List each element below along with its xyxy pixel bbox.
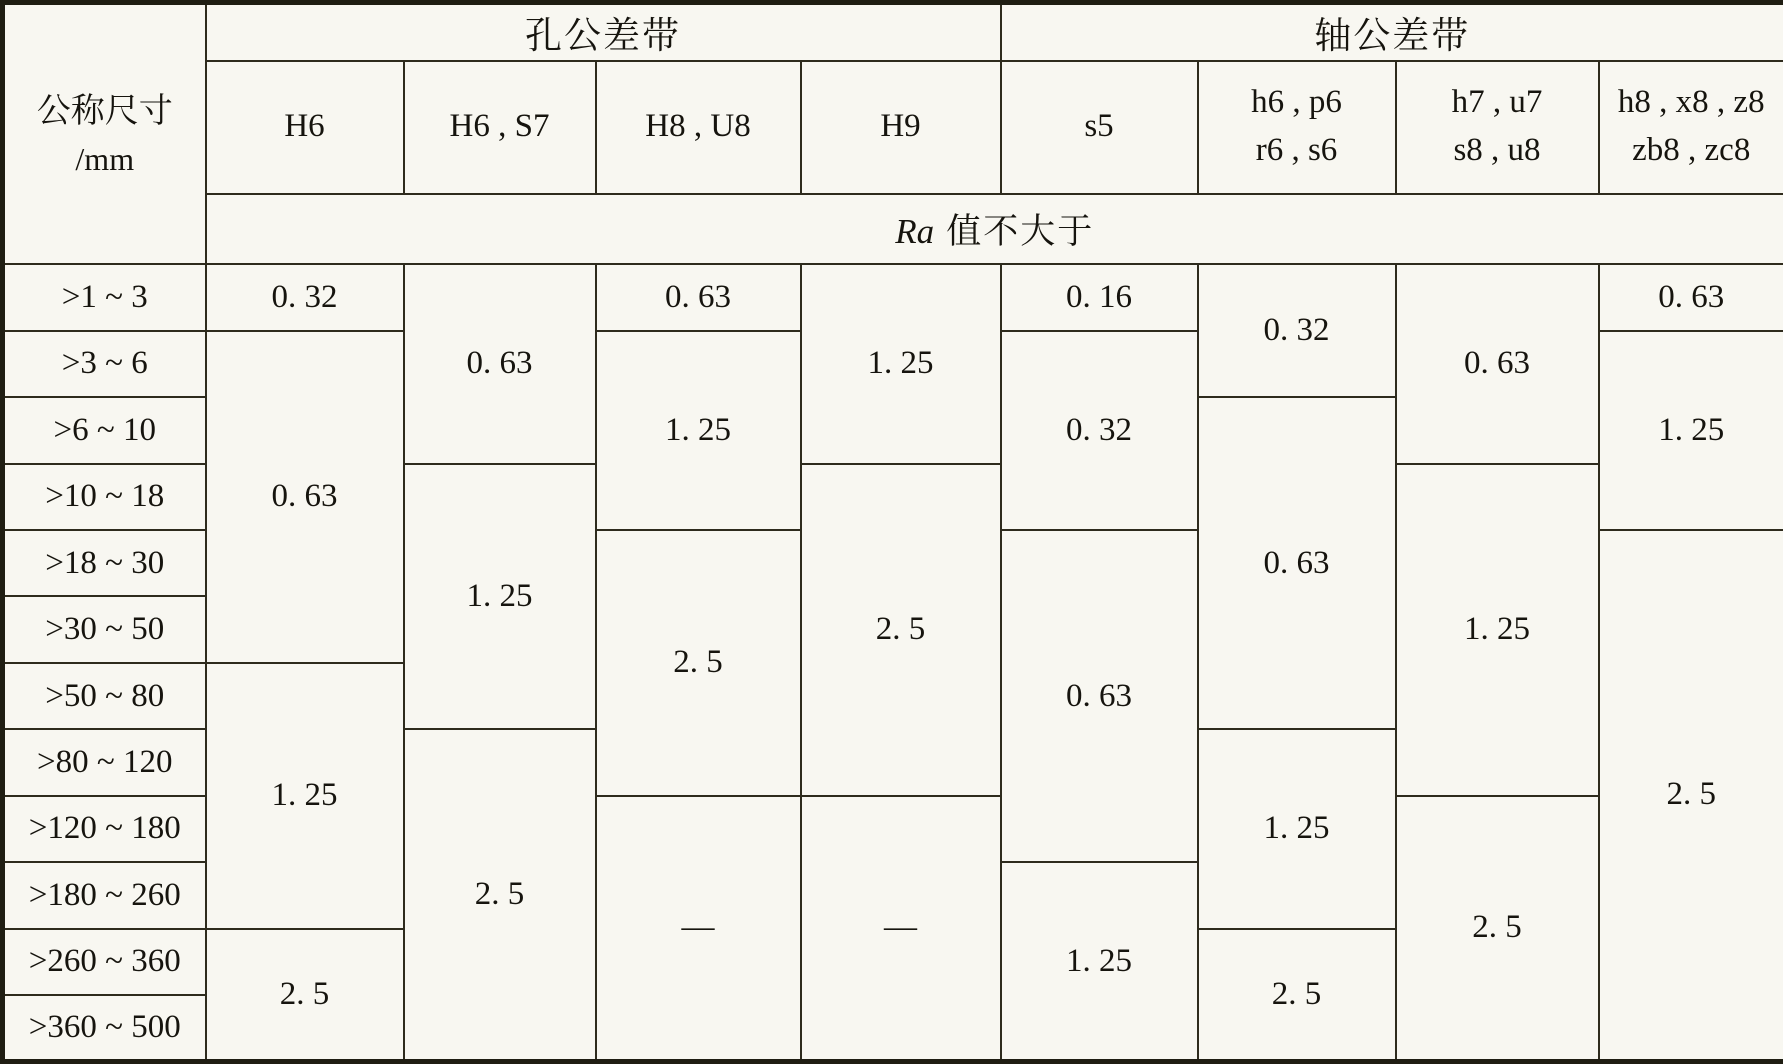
size-row-label: >360 ~ 500 (3, 995, 206, 1061)
ra-value-cell-h6: 2. 5 (206, 929, 404, 1062)
ra-value-cell-h6s7: 0. 63 (404, 264, 596, 463)
ra-value-cell-h6p6: 0. 63 (1198, 397, 1396, 729)
ra-value-cell-h7u7: 2. 5 (1396, 796, 1599, 1062)
size-row-label: >6 ~ 10 (3, 397, 206, 463)
ra-caption: 值不大于 (946, 211, 1095, 251)
ra-value-cell-h6: 0. 32 (206, 264, 404, 330)
size-column-header (3, 3, 206, 265)
ra-symbol: Ra (895, 211, 935, 251)
ra-limit-header (206, 194, 1783, 264)
ra-value-cell-s5: 1. 25 (1001, 862, 1198, 1061)
ra-value-cell-h6p6: 2. 5 (1198, 929, 1396, 1062)
size-row-label: >1 ~ 3 (3, 264, 206, 330)
ra-value-cell-h9: 1. 25 (801, 264, 1001, 463)
size-unit: /mm (75, 141, 135, 178)
size-row-label: >3 ~ 6 (3, 331, 206, 397)
ra-value-cell-h9: 2. 5 (801, 464, 1001, 796)
column-header-h6p6-r6s6: h6 , p6 r6 , s6 (1198, 61, 1396, 194)
shaft-tolerance-group-header: 轴公差带 (1001, 3, 1783, 61)
column-header-h8x8z8-zb8zc8: h8 , x8 , z8 zb8 , zc8 (1599, 61, 1783, 194)
column-header-h6: H6 (206, 61, 404, 194)
ra-value-cell-h8u8: 1. 25 (596, 331, 801, 530)
ra-value-cell-h8u8: 2. 5 (596, 530, 801, 796)
ra-value-cell-h8u8: — (596, 796, 801, 1062)
size-row-label: >260 ~ 360 (3, 929, 206, 995)
column-header-s5: s5 (1001, 61, 1198, 194)
column-header-h8-u8: H8 , U8 (596, 61, 801, 194)
ra-value-cell-h7u7: 1. 25 (1396, 464, 1599, 796)
ra-value-cell-h6: 0. 63 (206, 331, 404, 663)
ra-value-cell-s5: 0. 32 (1001, 331, 1198, 530)
ra-value-cell-h6: 1. 25 (206, 663, 404, 929)
size-title: 公称尺寸 (36, 93, 173, 131)
ra-value-cell-h7u7: 0. 63 (1396, 264, 1599, 463)
column-header-h6-s7: H6 , S7 (404, 61, 596, 194)
ra-value-cell-h8x8: 2. 5 (1599, 530, 1783, 1062)
ra-value-cell-h8u8: 0. 63 (596, 264, 801, 330)
size-row-label: >120 ~ 180 (3, 796, 206, 862)
size-row-label: >180 ~ 260 (3, 862, 206, 928)
size-row-label: >50 ~ 80 (3, 663, 206, 729)
size-row-label: >30 ~ 50 (3, 596, 206, 662)
ra-value-cell-h8x8: 0. 63 (1599, 264, 1783, 330)
size-row-label: >18 ~ 30 (3, 530, 206, 596)
ra-limit-row (3, 194, 1783, 264)
ra-value-cell-h9: — (801, 796, 1001, 1062)
column-header-h7u7-s8u8: h7 , u7 s8 , u8 (1396, 61, 1599, 194)
ra-value-cell-s5: 0. 16 (1001, 264, 1198, 330)
ra-value-cell-h6s7: 2. 5 (404, 729, 596, 1061)
column-header-h9: H9 (801, 61, 1001, 194)
header-group-row (3, 3, 1783, 61)
header-column-row (3, 61, 1783, 194)
ra-value-cell-h6s7: 1. 25 (404, 464, 596, 730)
hole-tolerance-group-header: 孔公差带 (206, 3, 1001, 61)
ra-value-cell-s5: 0. 63 (1001, 530, 1198, 862)
size-row-label: >10 ~ 18 (3, 464, 206, 530)
ra-value-cell-h6p6: 1. 25 (1198, 729, 1396, 928)
size-row-label: >80 ~ 120 (3, 729, 206, 795)
ra-value-cell-h6p6: 0. 32 (1198, 264, 1396, 397)
table-row (3, 264, 1783, 330)
ra-value-cell-h8x8: 1. 25 (1599, 331, 1783, 530)
